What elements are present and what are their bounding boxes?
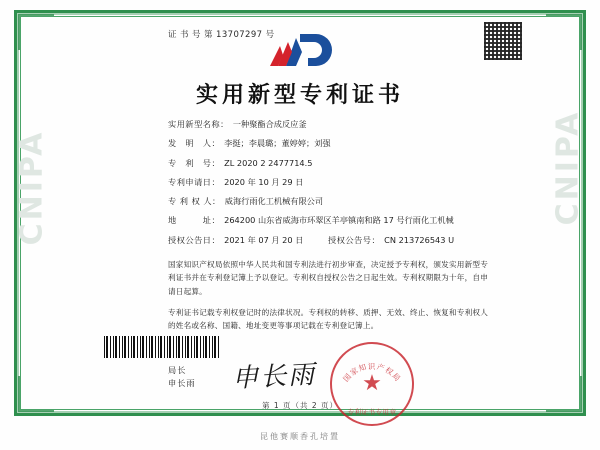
handwritten-signature: 申长雨 [231, 359, 317, 395]
field-value: 威海行雨化工机械有限公司 [224, 196, 324, 207]
body-paragraph-1: 国家知识产权局依照中华人民共和国专利法进行初步审查，决定授予专利权，颁发实用新型专利证书并在专利登记簿上予以登记。专利权自授权公告之日起生效。专利权期限为十年，自申请日起算。 [168, 260, 488, 296]
field-row-patent-number [168, 157, 488, 169]
field-value: 一种聚酯合成反应釜 [232, 119, 307, 129]
certificate-number-value: 13707297 号 [216, 30, 275, 40]
field-label: 专 利 号： [168, 157, 221, 168]
field-label: 专 利 权 人： [168, 196, 221, 207]
certificate-number-label: 证 书 号 第 [168, 30, 213, 40]
signature-name: 申长雨 [168, 378, 196, 389]
field-value: 李挺；李晨璐；董婷婷；刘强 [224, 138, 331, 149]
grant-date-label: 授权公告日： [168, 234, 221, 245]
seal-top-text: 国家知识产权局 [341, 361, 403, 384]
field-row-name [168, 118, 488, 130]
footer-note: 昆他赛顺香孔培置 [260, 432, 340, 441]
qr-code-icon [484, 22, 522, 60]
field-row-address [168, 214, 488, 226]
corner-ornament-top-left [18, 14, 54, 50]
grant-date-value: 2021 年 07 月 20 日 [224, 234, 304, 245]
field-row-application-date [168, 176, 488, 188]
field-list [168, 118, 488, 253]
corner-ornament-top-right [546, 14, 582, 50]
field-row-grant [168, 234, 488, 246]
page-number: 第 1 页（共 2 页） [261, 401, 339, 410]
star-icon: ★ [362, 371, 382, 396]
grant-number-label: 授权公告号： [328, 234, 381, 245]
cnipa-logo-icon [256, 30, 344, 76]
field-value: ZL 2020 2 2477714.5 [224, 157, 313, 168]
field-label: 发 明 人： [168, 138, 221, 149]
field-value: 2020 年 10 月 29 日 [224, 176, 304, 187]
page-title: 实用新型专利证书 [195, 83, 404, 108]
watermark-right: CNIPA [550, 109, 586, 226]
official-seal [330, 342, 414, 426]
field-label: 专利申请日： [168, 176, 221, 187]
grant-date [168, 234, 328, 246]
body-paragraph-2: 专利证书记载专利权登记时的法律状况。专利权的转移、质押、无效、终止、恢复和专利权人的姓名或名称、国籍、地址变更等事项记载在专利登记簿上。 [168, 308, 488, 331]
grant-number-value: CN 213726543 U [384, 234, 455, 245]
signature-title: 局长 [168, 365, 187, 375]
field-row-inventors [168, 137, 488, 149]
signature-block [168, 364, 196, 390]
field-value: 264200 山东省威海市环翠区羊亭镇南和路 17 号行雨化工机械 [224, 215, 454, 226]
seal-bottom-text: 专利证书专用章 [347, 408, 397, 416]
grant-number [328, 234, 488, 246]
field-label: 地 址： [168, 215, 221, 226]
field-row-patentee [168, 195, 488, 207]
field-label: 实用新型名称： [168, 119, 229, 129]
barcode-icon [104, 336, 220, 358]
watermark-left: CNIPA [14, 129, 50, 246]
